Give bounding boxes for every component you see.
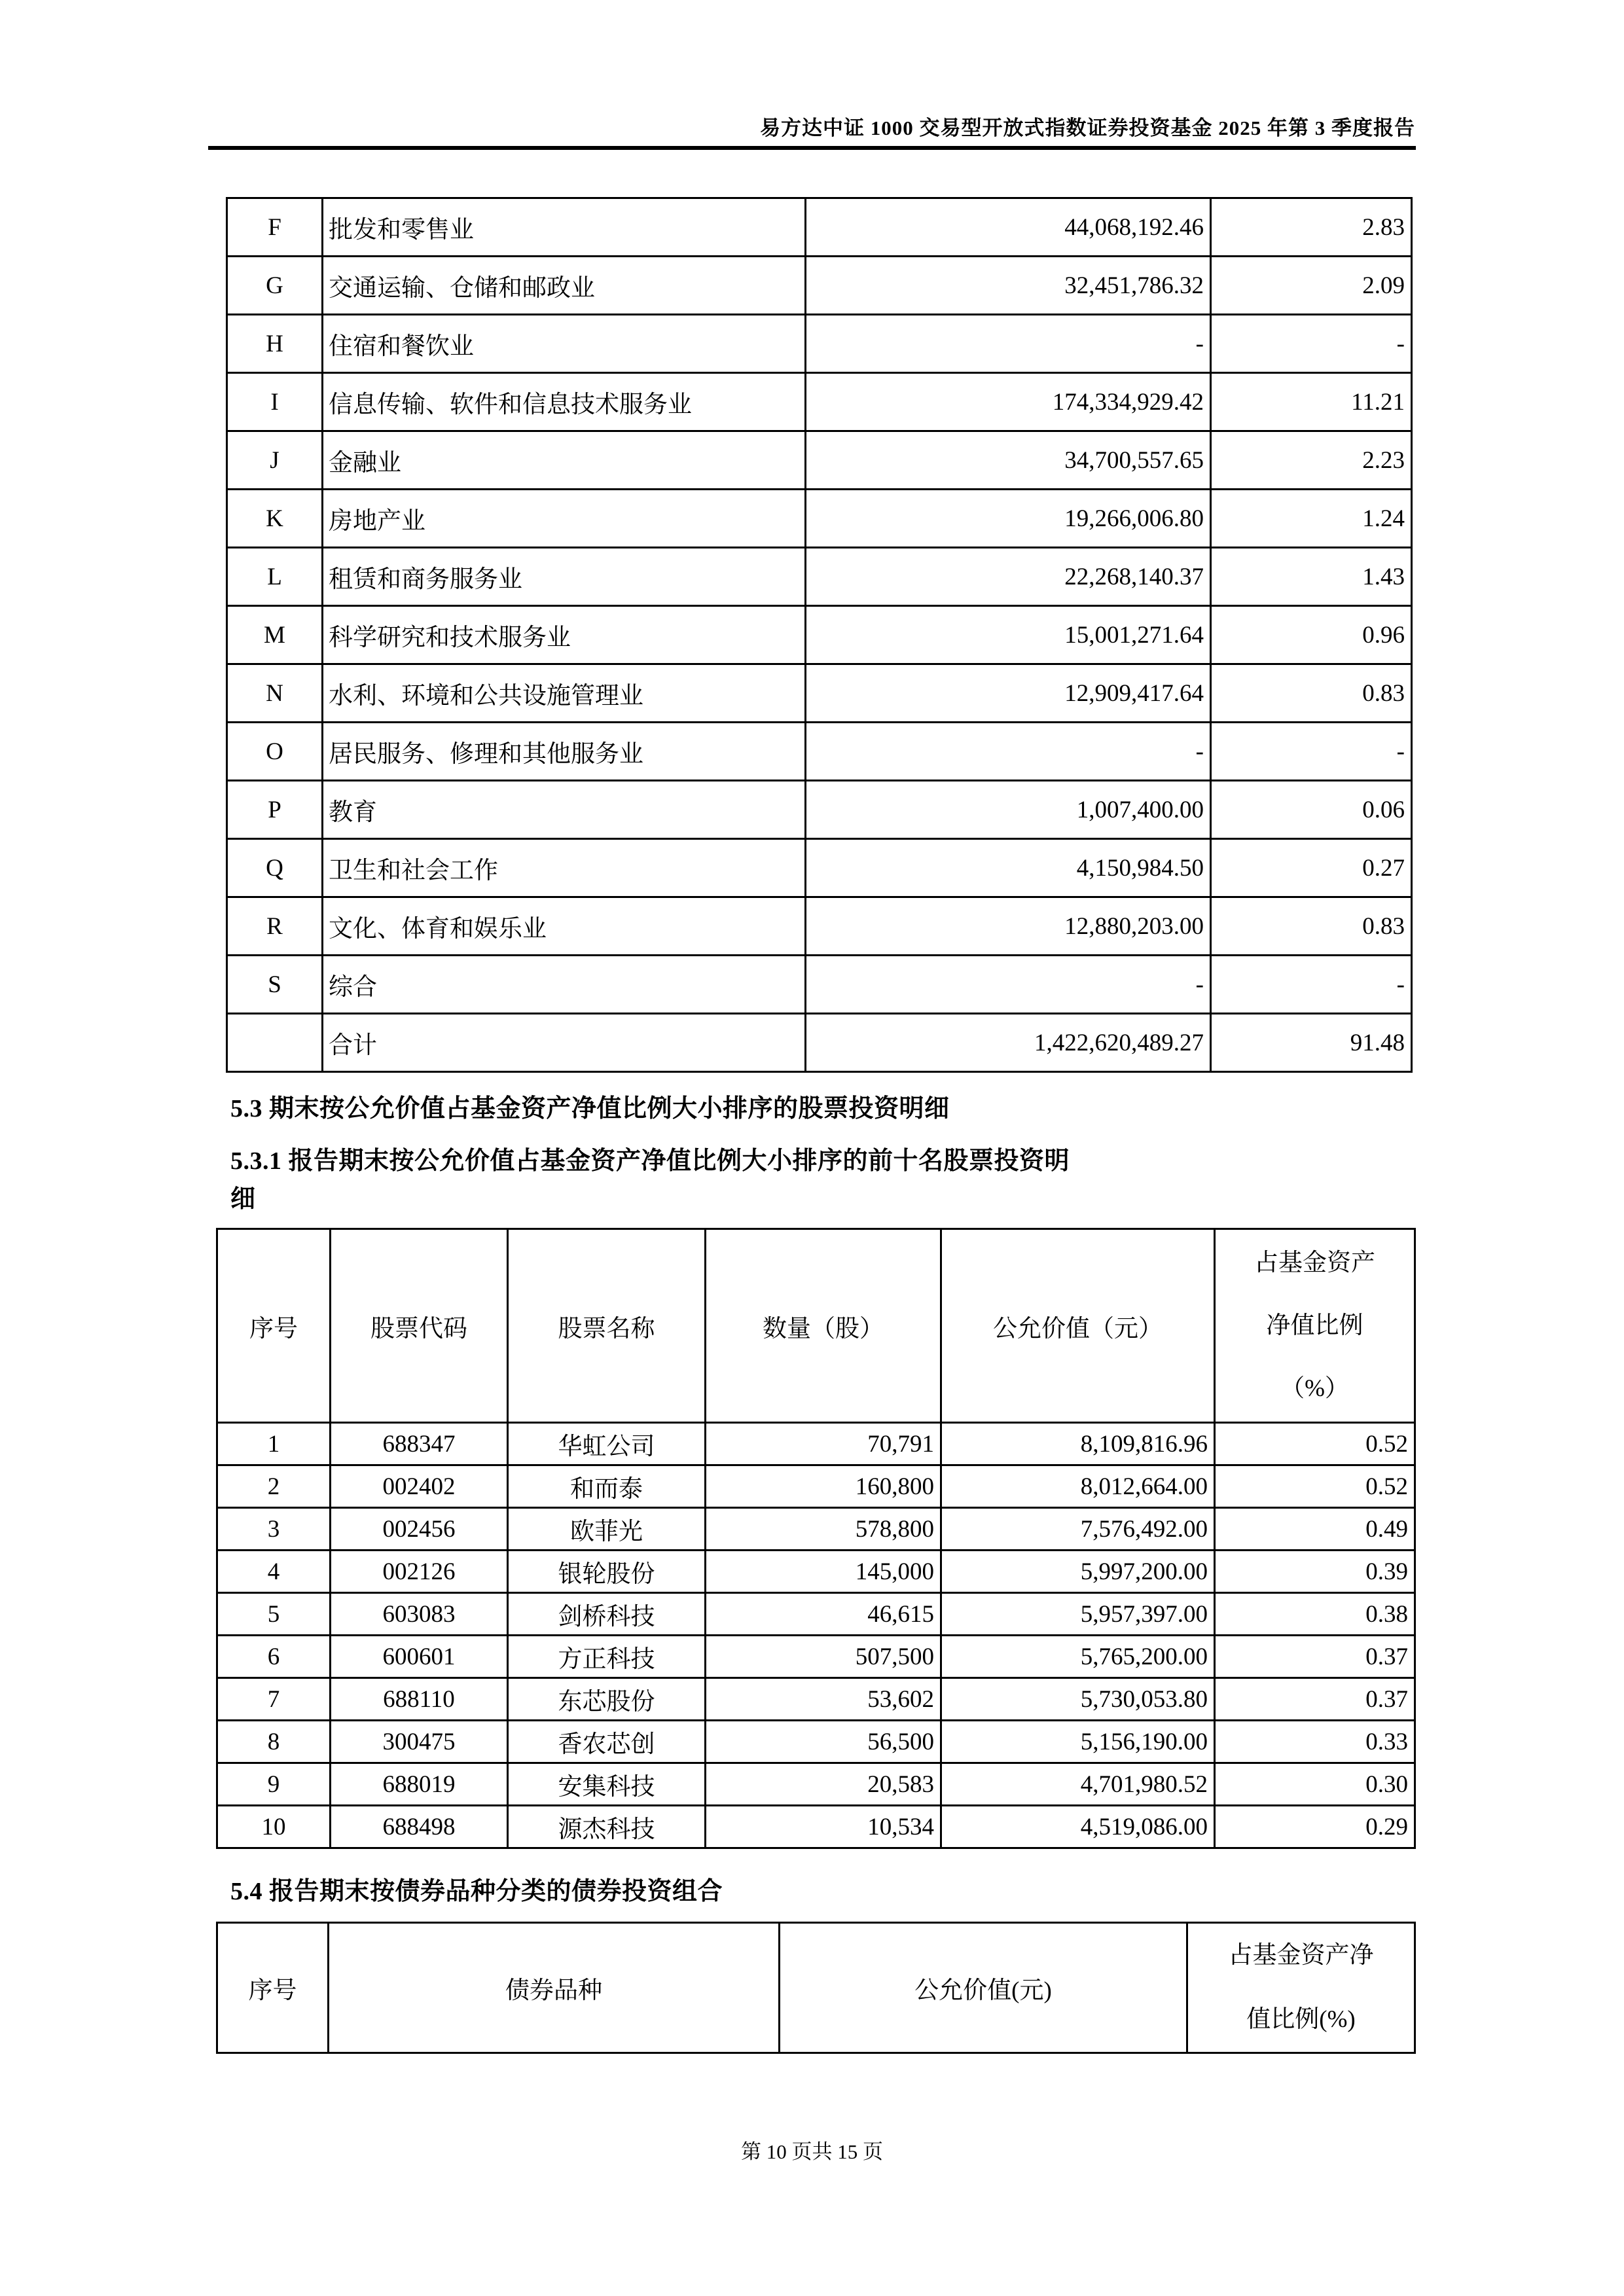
- stock-header-no: 序号: [217, 1229, 331, 1423]
- stock-name: 银轮股份: [508, 1551, 706, 1593]
- stock-no: 9: [217, 1763, 331, 1806]
- stock-header-pct-line1: 占基金资产: [1254, 1249, 1375, 1276]
- industry-pct: 2.83: [1211, 198, 1412, 257]
- industry-value: 12,909,417.64: [806, 664, 1211, 723]
- bond-header-type: 债券品种: [329, 1923, 780, 2053]
- industry-row: [227, 257, 1412, 315]
- industry-value: 32,451,786.32: [806, 257, 1211, 315]
- industry-row: [227, 956, 1412, 1014]
- stock-header-row: [217, 1229, 1415, 1423]
- bond-header-pct-line1: 占基金资产净: [1228, 1942, 1374, 1969]
- stock-row: [217, 1593, 1415, 1636]
- industry-name: 金融业: [323, 431, 806, 490]
- industry-row: [227, 839, 1412, 897]
- stock-code: 002126: [331, 1551, 508, 1593]
- bond-header-fv: 公允价值(元): [780, 1923, 1187, 2053]
- industry-pct: 0.83: [1211, 897, 1412, 956]
- industry-row: [227, 723, 1412, 781]
- industry-name: 居民服务、修理和其他服务业: [323, 723, 806, 781]
- stock-pct: 0.49: [1215, 1508, 1415, 1551]
- stock-pct: 0.29: [1215, 1806, 1415, 1848]
- industry-row: [227, 548, 1412, 606]
- stock-no: 4: [217, 1551, 331, 1593]
- stock-fv: 8,012,664.00: [941, 1465, 1215, 1508]
- industry-row: [227, 897, 1412, 956]
- bond-header-pct: [1187, 1923, 1415, 2053]
- industry-value: -: [806, 315, 1211, 373]
- stock-name: 香农芯创: [508, 1721, 706, 1763]
- industry-code: I: [227, 373, 323, 431]
- stock-code: 688347: [331, 1423, 508, 1465]
- stock-qty: 70,791: [706, 1423, 941, 1465]
- industry-name: 租赁和商务服务业: [323, 548, 806, 606]
- industry-name: 卫生和社会工作: [323, 839, 806, 897]
- industry-row: [227, 373, 1412, 431]
- industry-name: 信息传输、软件和信息技术服务业: [323, 373, 806, 431]
- industry-code: S: [227, 956, 323, 1014]
- industry-value: 1,007,400.00: [806, 781, 1211, 839]
- industry-name: 批发和零售业: [323, 198, 806, 257]
- stock-qty: 160,800: [706, 1465, 941, 1508]
- stock-pct: 0.38: [1215, 1593, 1415, 1636]
- stock-header-code: 股票代码: [331, 1229, 508, 1423]
- stock-code: 002402: [331, 1465, 508, 1508]
- section-title-5-4: 5.4 报告期末按债券品种分类的债券投资组合: [230, 1878, 723, 1905]
- stock-fv: 5,156,190.00: [941, 1721, 1215, 1763]
- industry-row: [227, 315, 1412, 373]
- stock-qty: 507,500: [706, 1636, 941, 1678]
- industry-code: M: [227, 606, 323, 664]
- stock-name: 华虹公司: [508, 1423, 706, 1465]
- stock-name: 源杰科技: [508, 1806, 706, 1848]
- industry-pct: -: [1211, 723, 1412, 781]
- stock-pct: 0.33: [1215, 1721, 1415, 1763]
- industry-table: [226, 197, 1413, 1073]
- stock-fv: 5,957,397.00: [941, 1593, 1215, 1636]
- industry-code: K: [227, 490, 323, 548]
- industry-pct: 1.43: [1211, 548, 1412, 606]
- stock-code: 600601: [331, 1636, 508, 1678]
- stock-row: [217, 1636, 1415, 1678]
- stock-name: 安集科技: [508, 1763, 706, 1806]
- industry-pct: 0.83: [1211, 664, 1412, 723]
- industry-code: N: [227, 664, 323, 723]
- stock-row: [217, 1806, 1415, 1848]
- industry-code: P: [227, 781, 323, 839]
- stock-fv: 5,730,053.80: [941, 1678, 1215, 1721]
- stock-pct: 0.39: [1215, 1551, 1415, 1593]
- stock-qty: 56,500: [706, 1721, 941, 1763]
- industry-value: 174,334,929.42: [806, 373, 1211, 431]
- industry-total-row: [227, 1014, 1412, 1072]
- stock-fv: 4,701,980.52: [941, 1763, 1215, 1806]
- bond-header-pct-line2: 值比例(%): [1246, 2006, 1356, 2033]
- stock-header-pct: [1215, 1229, 1415, 1423]
- stock-header-name: 股票名称: [508, 1229, 706, 1423]
- industry-pct: -: [1211, 315, 1412, 373]
- industry-value: -: [806, 956, 1211, 1014]
- stock-qty: 10,534: [706, 1806, 941, 1848]
- industry-row: [227, 490, 1412, 548]
- industry-code: O: [227, 723, 323, 781]
- section-title-5-3-1: [230, 1142, 1418, 1218]
- stock-fv: 7,576,492.00: [941, 1508, 1215, 1551]
- page-header-title: 易方达中证 1000 交易型开放式指数证券投资基金 2025 年第 3 季度报告: [760, 117, 1415, 139]
- stock-fv: 4,519,086.00: [941, 1806, 1215, 1848]
- stock-row: [217, 1721, 1415, 1763]
- industry-row: [227, 781, 1412, 839]
- stock-table: [216, 1228, 1416, 1849]
- stock-qty: 145,000: [706, 1551, 941, 1593]
- stock-no: 5: [217, 1593, 331, 1636]
- industry-pct: 1.24: [1211, 490, 1412, 548]
- stock-header-fv: 公允价值（元）: [941, 1229, 1215, 1423]
- industry-row: [227, 606, 1412, 664]
- stock-row: [217, 1423, 1415, 1465]
- stock-code: 688019: [331, 1763, 508, 1806]
- stock-fv: 5,997,200.00: [941, 1551, 1215, 1593]
- industry-code: H: [227, 315, 323, 373]
- stock-fv: 5,765,200.00: [941, 1636, 1215, 1678]
- stock-row: [217, 1508, 1415, 1551]
- industry-code: R: [227, 897, 323, 956]
- stock-code: 603083: [331, 1593, 508, 1636]
- industry-pct: 2.09: [1211, 257, 1412, 315]
- industry-total-value: 1,422,620,489.27: [806, 1014, 1211, 1072]
- industry-name: 教育: [323, 781, 806, 839]
- industry-value: 44,068,192.46: [806, 198, 1211, 257]
- stock-header-pct-line2: 净值比例: [1266, 1312, 1363, 1339]
- stock-no: 7: [217, 1678, 331, 1721]
- stock-pct: 0.37: [1215, 1678, 1415, 1721]
- industry-pct: 2.23: [1211, 431, 1412, 490]
- stock-pct: 0.30: [1215, 1763, 1415, 1806]
- industry-pct: 11.21: [1211, 373, 1412, 431]
- page-footer: 第 10 页共 15 页: [741, 2140, 883, 2163]
- bond-header-no: 序号: [217, 1923, 329, 2053]
- industry-name: 水利、环境和公共设施管理业: [323, 664, 806, 723]
- industry-row: [227, 664, 1412, 723]
- industry-name: 交通运输、仓储和邮政业: [323, 257, 806, 315]
- bond-header-row: [217, 1923, 1415, 2053]
- stock-no: 2: [217, 1465, 331, 1508]
- section-title-5-3: 5.3 期末按公允价值占基金资产净值比例大小排序的股票投资明细: [230, 1095, 950, 1122]
- industry-name: 房地产业: [323, 490, 806, 548]
- industry-code: Q: [227, 839, 323, 897]
- bond-table: [216, 1922, 1416, 2054]
- stock-pct: 0.52: [1215, 1423, 1415, 1465]
- stock-no: 1: [217, 1423, 331, 1465]
- stock-no: 10: [217, 1806, 331, 1848]
- stock-no: 6: [217, 1636, 331, 1678]
- section-title-5-3-1-line1: 5.3.1 报告期末按公允价值占基金资产净值比例大小排序的前十名股票投资明: [230, 1147, 1070, 1175]
- stock-name: 东芯股份: [508, 1678, 706, 1721]
- stock-row: [217, 1551, 1415, 1593]
- stock-qty: 20,583: [706, 1763, 941, 1806]
- industry-row: [227, 198, 1412, 257]
- header-rule: [208, 146, 1416, 150]
- industry-name: 文化、体育和娱乐业: [323, 897, 806, 956]
- industry-value: -: [806, 723, 1211, 781]
- stock-code: 002456: [331, 1508, 508, 1551]
- stock-name: 剑桥科技: [508, 1593, 706, 1636]
- stock-header-qty: 数量（股）: [706, 1229, 941, 1423]
- industry-value: 19,266,006.80: [806, 490, 1211, 548]
- stock-row: [217, 1465, 1415, 1508]
- stock-name: 和而泰: [508, 1465, 706, 1508]
- industry-value: 4,150,984.50: [806, 839, 1211, 897]
- industry-pct: 0.27: [1211, 839, 1412, 897]
- industry-total-label: 合计: [323, 1014, 806, 1072]
- stock-qty: 578,800: [706, 1508, 941, 1551]
- industry-name: 住宿和餐饮业: [323, 315, 806, 373]
- industry-pct: 0.06: [1211, 781, 1412, 839]
- industry-value: 15,001,271.64: [806, 606, 1211, 664]
- industry-value: 22,268,140.37: [806, 548, 1211, 606]
- industry-row: [227, 431, 1412, 490]
- industry-value: 34,700,557.65: [806, 431, 1211, 490]
- stock-pct: 0.52: [1215, 1465, 1415, 1508]
- industry-pct: 0.96: [1211, 606, 1412, 664]
- industry-name: 综合: [323, 956, 806, 1014]
- stock-header-pct-line3: （%）: [1280, 1374, 1349, 1402]
- industry-code: F: [227, 198, 323, 257]
- stock-qty: 53,602: [706, 1678, 941, 1721]
- industry-value: 12,880,203.00: [806, 897, 1211, 956]
- section-title-5-3-1-line2: 细: [230, 1185, 256, 1213]
- industry-name: 科学研究和技术服务业: [323, 606, 806, 664]
- industry-total-pct: 91.48: [1211, 1014, 1412, 1072]
- industry-code: J: [227, 431, 323, 490]
- stock-code: 688110: [331, 1678, 508, 1721]
- stock-name: 欧菲光: [508, 1508, 706, 1551]
- stock-no: 3: [217, 1508, 331, 1551]
- stock-code: 300475: [331, 1721, 508, 1763]
- stock-row: [217, 1763, 1415, 1806]
- stock-pct: 0.37: [1215, 1636, 1415, 1678]
- stock-code: 688498: [331, 1806, 508, 1848]
- industry-code: L: [227, 548, 323, 606]
- industry-code: [227, 1014, 323, 1072]
- stock-qty: 46,615: [706, 1593, 941, 1636]
- stock-name: 方正科技: [508, 1636, 706, 1678]
- stock-row: [217, 1678, 1415, 1721]
- stock-fv: 8,109,816.96: [941, 1423, 1215, 1465]
- industry-code: G: [227, 257, 323, 315]
- stock-no: 8: [217, 1721, 331, 1763]
- industry-pct: -: [1211, 956, 1412, 1014]
